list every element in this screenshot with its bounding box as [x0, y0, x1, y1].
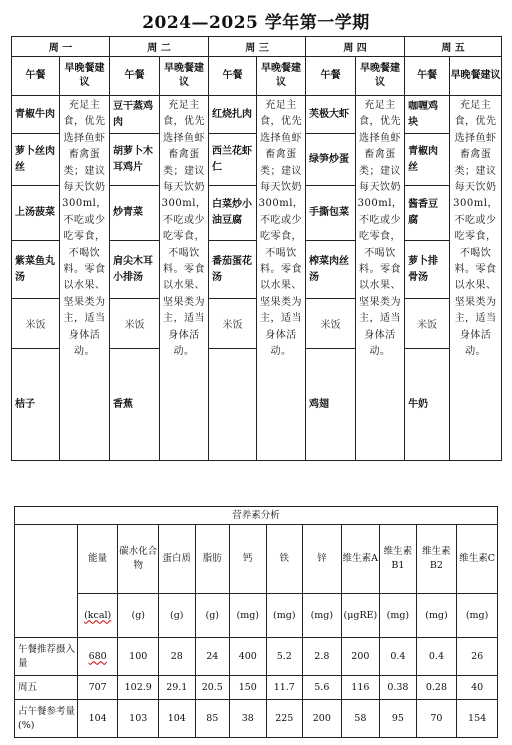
dish-thu-2: 绿笋炒蛋: [306, 134, 356, 186]
table-cell: 154: [457, 700, 498, 738]
table-cell: 38: [230, 700, 267, 738]
dish-tue-4: 肩尖木耳小排汤: [110, 241, 160, 299]
dish-fri-3: 酱香豆腐: [405, 186, 450, 241]
dinner-header: 早晚餐建议: [160, 57, 209, 96]
unit-cell: (g): [118, 594, 159, 638]
table-cell: 20.5: [195, 676, 229, 700]
unit-cell: (μgRE): [341, 594, 380, 638]
nutrient-header: 能量: [77, 525, 118, 594]
nutrition-caption: 营养素分析: [15, 507, 498, 525]
dish-mon-2: 萝卜丝肉丝: [12, 134, 60, 186]
unit-cell: (mg): [380, 594, 417, 638]
row-label-empty: [15, 525, 78, 638]
table-cell: 225: [266, 700, 303, 738]
table-cell: 85: [195, 700, 229, 738]
rice-wed: 米饭: [209, 299, 257, 349]
dish-wed-2: 西兰花虾仁: [209, 134, 257, 186]
dinner-header: 早晚餐建议: [60, 57, 110, 96]
dish-wed-1: 红烧扎肉: [209, 96, 257, 134]
table-cell: 24: [195, 638, 229, 676]
unit-cell: (g): [159, 594, 196, 638]
table-cell: 58: [341, 700, 380, 738]
dish-tue-1: 豆干蒸鸡肉: [110, 96, 160, 134]
table-cell: 116: [341, 676, 380, 700]
unit-cell: (g): [195, 594, 229, 638]
table-cell: 0.28: [416, 676, 457, 700]
advice-mon: 充足主食，优先选择鱼虾畜禽蛋类；建议每天饮奶300ml，不吃或少吃零食，不喝饮料。零食以水果、坚果类为主，适当身体活动。: [60, 96, 110, 461]
unit-cell: (mg): [303, 594, 342, 638]
lunch-header: 午餐: [405, 57, 450, 96]
nutrient-header: 维生素C: [457, 525, 498, 594]
nutrient-header: 钙: [230, 525, 267, 594]
dish-wed-5: [209, 349, 257, 461]
nutrient-header: 碳水化合物: [118, 525, 159, 594]
table-cell: 28: [159, 638, 196, 676]
unit-cell: (mg): [230, 594, 267, 638]
advice-wed: 充足主食，优先选择鱼虾畜禽蛋类；建议每天饮奶300ml，不吃或少吃零食，不喝饮料。零食以水果、坚果类为主，适当身体活动。: [257, 96, 306, 461]
row-label-recommended: 午餐推荐摄入量: [15, 638, 78, 676]
table-cell: 29.1: [159, 676, 196, 700]
advice-fri: 充足主食，优先选择鱼虾畜禽蛋类；建议每天饮奶300ml，不吃或少吃零食，不喝饮料。零食以水果、坚果类为主，适当身体活动。: [450, 96, 502, 461]
dinner-header: 早晚餐建议: [257, 57, 306, 96]
dish-fri-2: 青椒肉丝: [405, 134, 450, 186]
dish-fri-4: 萝卜排骨汤: [405, 241, 450, 299]
day-header-tue: 周 二: [110, 37, 209, 57]
day-header-fri: 周 五: [405, 37, 502, 57]
rice-fri: 米饭: [405, 299, 450, 349]
nutrition-analysis-table: [14, 506, 498, 738]
dish-fri-5: 牛奶: [405, 349, 450, 461]
dish-thu-1: 芙极大虾: [306, 96, 356, 134]
table-cell: 104: [77, 700, 118, 738]
day-header-wed: 周 三: [209, 37, 306, 57]
dish-tue-5: 香蕉: [110, 349, 160, 461]
dinner-header: 早晚餐建议: [450, 57, 502, 96]
lunch-header: 午餐: [12, 57, 60, 96]
lunch-header: 午餐: [209, 57, 257, 96]
dish-thu-3: 手撕包菜: [306, 186, 356, 241]
nutrient-header: 维生素B1: [380, 525, 417, 594]
dish-tue-2: 胡萝卜木耳鸡片: [110, 134, 160, 186]
advice-thu: 充足主食，优先选择鱼虾畜禽蛋类；建议每天饮奶300ml，不吃或少吃零食，不喝饮料。零食以水果、坚果类为主，适当身体活动。: [356, 96, 405, 461]
table-cell: 0.4: [416, 638, 457, 676]
row-label-percent: 占午餐参考量(%): [15, 700, 78, 738]
dish-fri-1: 咖喱鸡块: [405, 96, 450, 134]
unit-cell: (kcal): [77, 594, 118, 638]
dish-mon-5: 桔子: [12, 349, 60, 461]
dish-mon-4: 紫菜鱼丸汤: [12, 241, 60, 299]
nutrient-header: 脂肪: [195, 525, 229, 594]
table-cell: 104: [159, 700, 196, 738]
table-cell: 200: [341, 638, 380, 676]
lunch-header: 午餐: [110, 57, 160, 96]
table-cell: 2.8: [303, 638, 342, 676]
advice-tue: 充足主食，优先选择鱼虾畜禽蛋类；建议每天饮奶300ml，不吃或少吃零食，不喝饮料。零食以水果、坚果类为主，适当身体活动。: [160, 96, 209, 461]
unit-cell: (mg): [416, 594, 457, 638]
table-cell: 40: [457, 676, 498, 700]
table-cell: 707: [77, 676, 118, 700]
table-cell: 26: [457, 638, 498, 676]
day-header-mon: 周 一: [12, 37, 110, 57]
table-cell: 103: [118, 700, 159, 738]
lunch-header: 午餐: [306, 57, 356, 96]
table-cell: 70: [416, 700, 457, 738]
table-cell: 5.6: [303, 676, 342, 700]
table-cell: 95: [380, 700, 417, 738]
dish-thu-4: 榨菜肉丝汤: [306, 241, 356, 299]
table-cell: 680: [77, 638, 118, 676]
rice-thu: 米饭: [306, 299, 356, 349]
table-cell: 11.7: [266, 676, 303, 700]
nutrient-header: 维生素B2: [416, 525, 457, 594]
table-cell: 200: [303, 700, 342, 738]
nutrient-header: 锌: [303, 525, 342, 594]
dish-mon-3: 上汤菠菜: [12, 186, 60, 241]
table-cell: 100: [118, 638, 159, 676]
dish-mon-1: 青椒牛肉: [12, 96, 60, 134]
page-title: 2024—2025 学年第一学期: [142, 13, 370, 33]
dinner-header: 早晚餐建议: [356, 57, 405, 96]
table-cell: 5.2: [266, 638, 303, 676]
day-header-thu: 周 四: [306, 37, 405, 57]
dish-wed-3: 白菜炒小油豆腐: [209, 186, 257, 241]
rice-tue: 米饭: [110, 299, 160, 349]
nutrient-header: 铁: [266, 525, 303, 594]
dish-thu-5: 鸡翅: [306, 349, 356, 461]
table-cell: 0.38: [380, 676, 417, 700]
rice-mon: 米饭: [12, 299, 60, 349]
table-cell: 102.9: [118, 676, 159, 700]
table-cell: 0.4: [380, 638, 417, 676]
dish-tue-3: 炒青菜: [110, 186, 160, 241]
nutrient-header: 蛋白质: [159, 525, 196, 594]
row-label-friday: 周五: [15, 676, 78, 700]
table-cell: 150: [230, 676, 267, 700]
nutrient-header: 维生素A: [341, 525, 380, 594]
weekly-menu-table: [11, 36, 502, 461]
unit-cell: (mg): [266, 594, 303, 638]
table-cell: 400: [230, 638, 267, 676]
unit-cell: (mg): [457, 594, 498, 638]
dish-wed-4: 番茄蛋花汤: [209, 241, 257, 299]
